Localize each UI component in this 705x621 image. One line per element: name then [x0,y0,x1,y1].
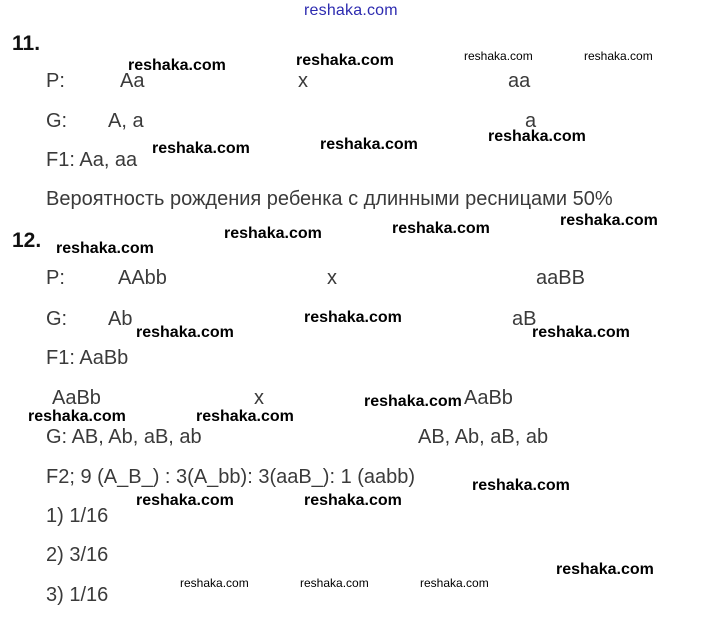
watermark-text: reshaka.com [300,576,369,590]
p12-answer-3: 3) 1/16 [46,584,109,606]
p11-parent-right: aa [508,70,531,92]
p11-cross-symbol: x [298,70,308,92]
watermark-text: reshaka.com [304,309,402,326]
watermark-text: reshaka.com [464,49,533,63]
p12-parent-left: AAbb [118,267,167,289]
watermark-text: reshaka.com [472,477,570,494]
watermark-text: reshaka.com [196,408,294,425]
watermark-text: reshaka.com [364,393,462,410]
p12-f2-line: F2; 9 (A_B_) : 3(A_bb): 3(aaB_): 1 (aabb) [46,466,416,488]
watermark-text: reshaka.com [136,324,234,341]
p11-parents-label: P: [46,70,65,92]
p12-answer-2: 2) 3/16 [46,544,109,566]
watermark-text: reshaka.com [128,57,226,74]
problem-11-number: 11. [12,32,41,55]
p12-gametes2-right: AB, Ab, aB, ab [418,426,549,448]
problem-12-number: 12. [12,229,42,252]
p12-parent-right: aaBB [536,267,585,289]
watermark-text: reshaka.com [392,220,490,237]
p12-cross-symbol: x [327,267,337,289]
p12-gametes-label: G: [46,308,68,330]
p11-conclusion: Вероятность рождения ребенка с длинными ресницами 50% [46,188,613,210]
p12-f1-line: F1: AaBb [46,347,129,369]
watermark-text: reshaka.com [152,140,250,157]
watermark-text: reshaka.com [532,324,630,341]
watermark-text: reshaka.com [420,576,489,590]
p12-gametes2-left: G: AB, Ab, aB, ab [46,426,202,448]
p11-gametes-left: A, a [108,110,144,132]
watermark-text: reshaka.com [488,128,586,145]
watermark-text: reshaka.com [224,225,322,242]
p11-f1-line: F1: Aa, aa [46,149,138,171]
watermark-text: reshaka.com [28,408,126,425]
p11-gametes-label: G: [46,110,68,132]
p11-parent-left: Aa [120,70,145,92]
p12-cross2-symbol: x [254,387,264,409]
p12-cross2-left: AaBb [52,387,101,409]
p11-gametes-right: a [525,110,537,132]
watermark-text: reshaka.com [180,576,249,590]
watermark-text: reshaka.com [320,136,418,153]
watermark-text: reshaka.com [556,561,654,578]
p12-gametes-right: aB [512,308,537,330]
p12-parents-label: P: [46,267,65,289]
p12-cross2-right: AaBb [464,387,513,409]
watermark-text: reshaka.com [136,492,234,509]
p12-gametes-left: Ab [108,308,133,330]
watermark-text: reshaka.com [584,49,653,63]
p12-answer-1: 1) 1/16 [46,505,109,527]
watermark-text: reshaka.com [56,240,154,257]
watermark-text: reshaka.com [304,492,402,509]
watermark-text: reshaka.com [296,52,394,69]
site-watermark-top: reshaka.com [304,2,398,19]
watermark-text: reshaka.com [560,212,658,229]
